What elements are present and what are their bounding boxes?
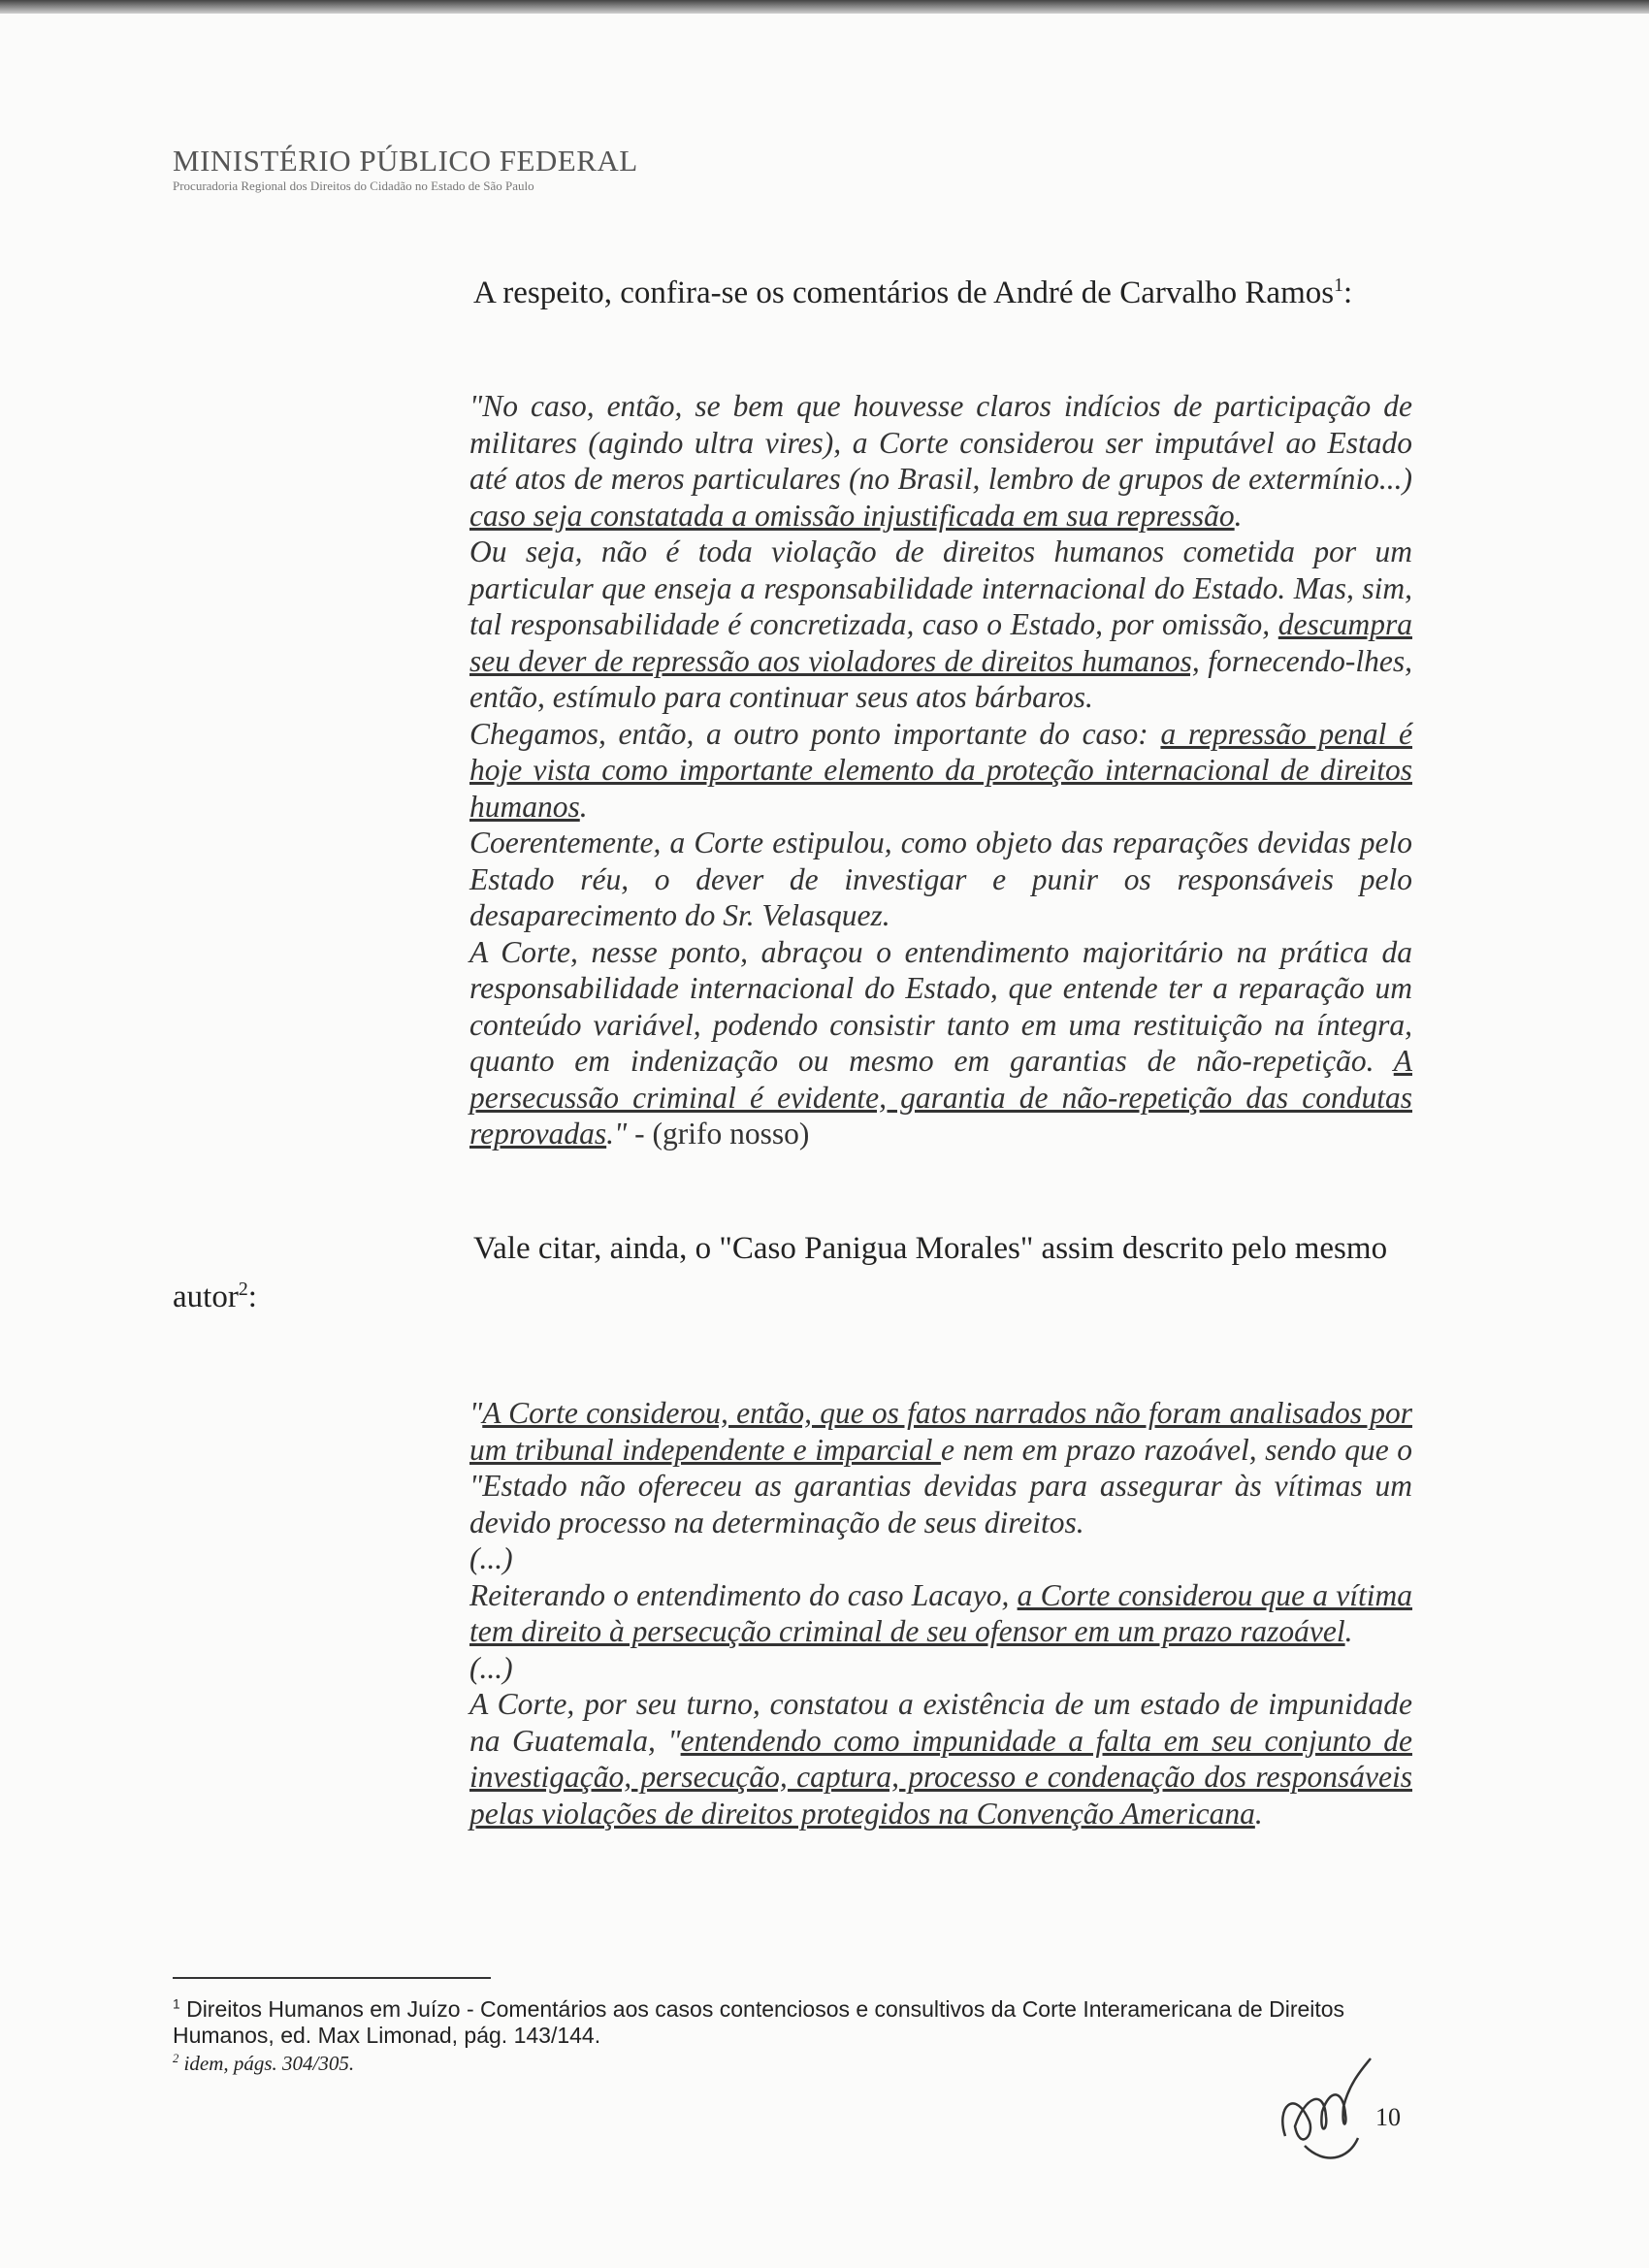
autor-text: autor: [173, 1280, 239, 1314]
quote1-paragraph-4: Coerentemente, a Corte estipulou, como objeto das reparações devidas pelo Estado réu, o dever de investigar e punir os responsáveis pelo desaparecimento do Sr. Velasquez.: [469, 826, 1412, 932]
autor-tail: :: [247, 1280, 257, 1314]
quote1-paragraph-5: [469, 934, 1412, 1152]
quote1-underlined: caso seja constatada a omissão injustificada em sua repressão: [469, 498, 1235, 533]
quote1-underlined: descumpra seu dever de repressão aos violadores de direitos humanos,: [469, 607, 1412, 678]
intro-paragraph: [473, 275, 1416, 311]
quote2-text: Reiterando o entendimento do caso Lacayo,: [469, 1577, 1018, 1612]
intro-tail: :: [1342, 275, 1353, 310]
quote2-text: .: [1344, 1614, 1353, 1648]
quote2-ellipsis-2: (...): [469, 1650, 513, 1685]
quote1-underlined: a repressão penal é hoje vista como importante elemento da proteção internacional de direitos humanos: [469, 716, 1413, 824]
quote2-underlined: A Corte considerou, então, que os fatos narrados não foram analisados por um tribunal independente e imparcial: [469, 1396, 1412, 1467]
quote1-text: .": [606, 1117, 628, 1150]
footnote-2: [173, 2051, 1414, 2077]
quote1-text: Ou seja, não é toda violação de direitos humanos cometida por um particular que enseja a responsabilidade internacional do Estado. Mas, sim, tal responsabilidade é concretizada, caso o Estado, por omissão,: [469, 535, 1412, 641]
quote1-text: A Corte, nesse ponto, abraçou o entendimento majoritário na prática da responsabilidade internacional do Estado, que entende ter a reparação um conteúdo variável, podendo consistir tanto em uma restituição na íntegra, quanto em indenização ou mesmo em garantias de não-repetição.: [469, 934, 1412, 1078]
quote1-text: "No caso, então, se bem que houvesse claros indícios de participação de militares (agindo ultra vires), a Corte considerou ser imputável ao Estado até atos de meros particulares (no Brasil, lembro de grupos de extermínio...): [469, 389, 1412, 496]
quote2-text: .: [1254, 1796, 1263, 1831]
quote2-text: A Corte, por seu turno, constatou a existência de um estado de impunidade na Guatemala, ": [469, 1687, 1412, 1758]
scan-edge: [0, 0, 1649, 14]
footnote-text: Direitos Humanos em Juízo - Comentários aos casos contenciosos e consultivos da Corte Interamericana de Direitos Humanos, ed. Max Limonad, pág. 143/144.: [173, 1996, 1345, 2048]
quote2-text: ": [469, 1396, 483, 1430]
handwritten-signature: [1266, 2029, 1382, 2175]
quote-block-1: [469, 388, 1412, 1152]
footnote-text: idem, págs. 304/305.: [178, 2052, 355, 2075]
quote2-underlined: a Corte considerou que a vítima tem direito à persecução criminal de seu ofensor em um prazo razoável: [469, 1577, 1413, 1648]
quote2-ellipsis-1: (...): [469, 1541, 513, 1575]
quote1-paragraph-3: [469, 716, 1412, 826]
header-title: MINISTÉRIO PÚBLICO FEDERAL: [173, 144, 638, 178]
quote1-paragraph-2: [469, 534, 1412, 716]
page-number: 10: [1375, 2103, 1401, 2131]
quote2-paragraph-2: [469, 1577, 1412, 1650]
footnote-1: [173, 1996, 1414, 2049]
footnote-ref-2: 2: [238, 1279, 248, 1300]
citar-paragraph: Vale citar, ainda, o "Caso Panigua Morales" assim descrito pelo mesmo: [473, 1231, 1388, 1266]
grifo-note: - (grifo nosso): [627, 1117, 810, 1150]
quote1-text: fornecendo-lhes, então, estímulo para continuar seus atos bárbaros.: [469, 643, 1413, 714]
quote1-text: .: [1234, 498, 1243, 533]
quote2-paragraph-1: [469, 1395, 1412, 1540]
quote1-text: .: [579, 789, 588, 824]
quote2-paragraph-3: [469, 1686, 1412, 1831]
footnote-number: 1: [173, 1996, 180, 2012]
quote2-text: e nem em prazo razoável, sendo que o "Estado não ofereceu as garantias devidas para assegurar às vítimas um devido processo na determinação de seus direitos.: [469, 1432, 1412, 1539]
footnote-divider: [173, 1977, 491, 1979]
footnote-number: 2: [173, 2052, 179, 2065]
header-subtitle: Procuradoria Regional dos Direitos do Cidadão no Estado de São Paulo: [173, 178, 534, 193]
intro-text: A respeito, confira-se os comentários de André de Carvalho Ramos: [473, 275, 1335, 310]
quote1-underlined: A persecussão criminal é evidente, garantia de não-repetição das condutas reprovadas: [469, 1044, 1412, 1150]
autor-line: [173, 1279, 257, 1315]
quote-block-2: [469, 1395, 1412, 1831]
footnote-ref-1: 1: [1334, 275, 1343, 296]
quote2-underlined: entendendo como impunidade a falta em seu conjunto de investigação, persecução, captura, processo e condenação dos responsáveis pelas violações de direitos protegidos na Convenção Americana: [469, 1723, 1412, 1831]
quote1-text: Chegamos, então, a outro ponto importante do caso:: [469, 716, 1161, 751]
quote1-paragraph-1: [469, 388, 1412, 534]
